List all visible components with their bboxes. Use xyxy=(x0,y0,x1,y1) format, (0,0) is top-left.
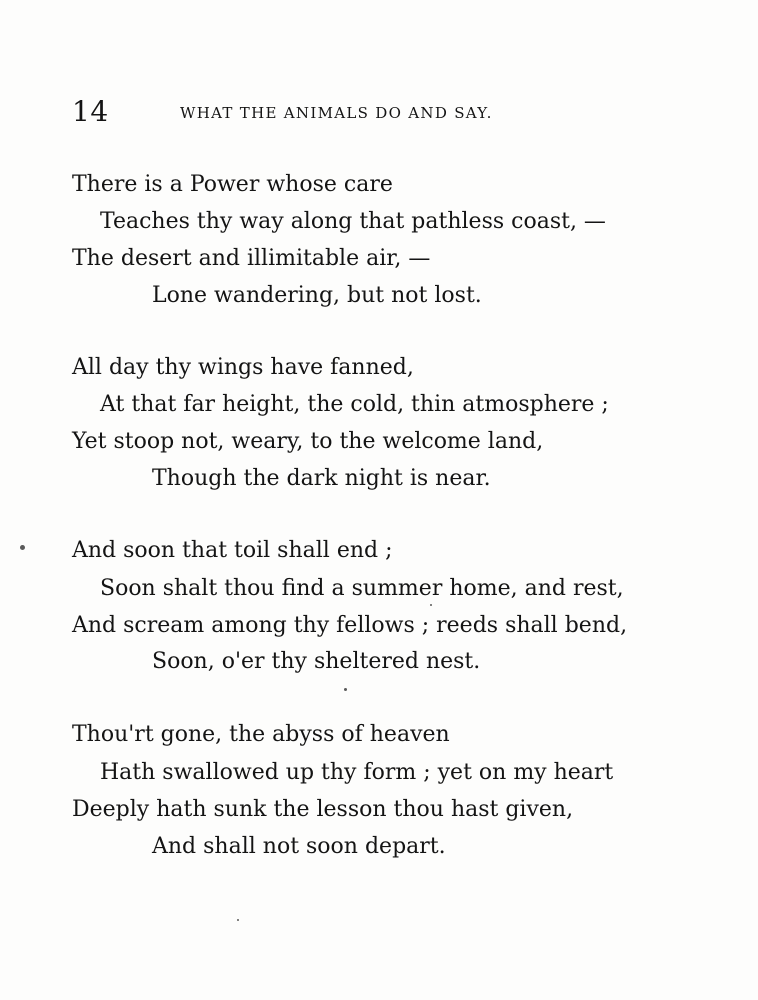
poem-line: Hath swallowed up thy form ; yet on my heart xyxy=(100,760,614,785)
poem-line: There is a Power whose care xyxy=(72,172,393,197)
poem-line: Soon shalt thou find a summer home, and rest, xyxy=(100,576,624,601)
poem-line: The desert and illimitable air, — xyxy=(72,246,431,271)
print-speck xyxy=(430,604,432,606)
poem-line: Deeply hath sunk the lesson thou hast given, xyxy=(72,797,574,822)
poem-line: Though the dark night is near. xyxy=(152,466,491,491)
poem-line: Teaches thy way along that pathless coast, — xyxy=(100,209,606,234)
print-speck xyxy=(20,545,25,550)
page-header xyxy=(72,96,672,136)
poem-line: At that far height, the cold, thin atmosphere ; xyxy=(100,392,609,417)
poem-line: Soon, o'er thy sheltered nest. xyxy=(152,649,481,674)
poem-line: Thou'rt gone, the abyss of heaven xyxy=(72,722,450,747)
print-speck xyxy=(237,919,239,921)
print-speck xyxy=(344,688,347,691)
page-number: 14 xyxy=(72,95,109,128)
running-head: WHAT THE ANIMALS DO AND SAY. xyxy=(180,104,493,122)
poem-line: All day thy wings have fanned, xyxy=(72,355,414,380)
poem-line: And scream among thy fellows ; reeds shall bend, xyxy=(72,613,628,638)
poem-line: And soon that toil shall end ; xyxy=(72,538,393,563)
poem-line: And shall not soon depart. xyxy=(152,834,446,859)
poem-line: Lone wandering, but not lost. xyxy=(152,283,482,308)
poem-line: Yet stoop not, weary, to the welcome land, xyxy=(72,429,544,454)
